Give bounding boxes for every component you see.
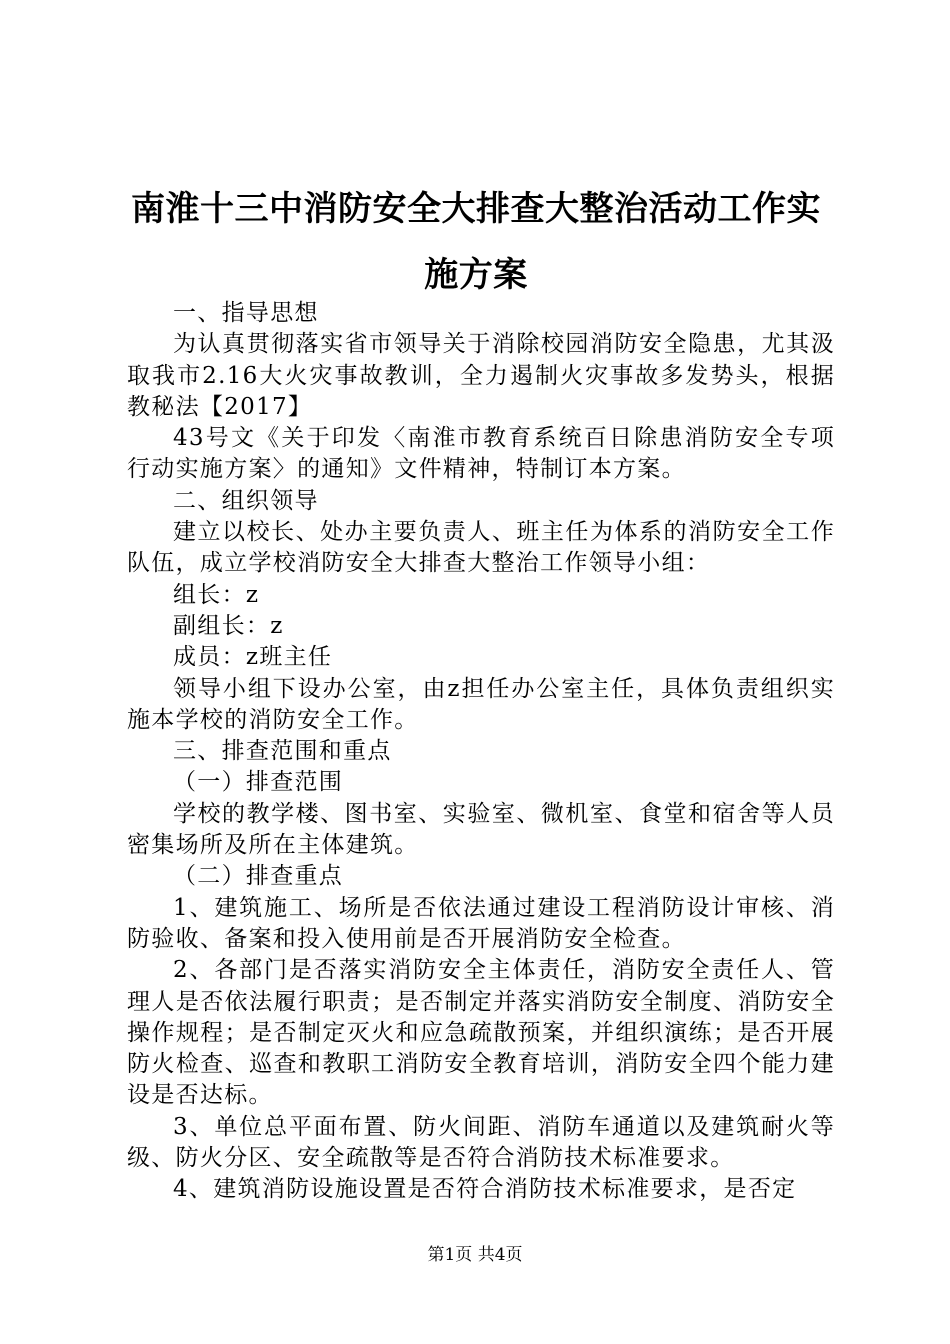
page-footer: 第1页 共4页 xyxy=(427,1245,523,1265)
paragraph: 1、建筑施工、场所是否依法通过建设工程消防设计审核、消防验收、备案和投入使用前是否开展消防安全检查。 xyxy=(127,894,835,952)
paragraph: 建立以校长、处办主要负责人、班主任为体系的消防安全工作队伍，成立学校消防安全大排查大整治工作领导小组： xyxy=(127,519,835,577)
paragraph: 领导小组下设办公室，由z担任办公室主任，具体负责组织实施本学校的消防安全工作。 xyxy=(127,675,835,733)
section-heading: 三、排查范围和重点 xyxy=(173,738,392,765)
paragraph: 组长：z xyxy=(173,581,260,608)
paragraph: 3、单位总平面布置、防火间距、消防车通道以及建筑耐火等级、防火分区、安全疏散等是否符合消防技术标准要求。 xyxy=(127,1113,835,1172)
paragraph: 4、建筑消防设施设置是否符合消防技术标准要求，是否定 xyxy=(173,1176,797,1203)
paragraph: 43号文《关于印发〈南淮市教育系统百日除患消防安全专项行动实施方案〉的通知》文件精神，特制订本方案。 xyxy=(127,425,835,483)
subsection-heading: （二）排查重点 xyxy=(173,863,344,890)
section-heading: 一、指导思想 xyxy=(173,300,319,326)
document-body xyxy=(127,298,835,1206)
subsection-heading: （一）排查范围 xyxy=(173,769,344,796)
section-heading: 二、组织领导 xyxy=(173,487,319,514)
paragraph: 学校的教学楼、图书室、实验室、微机室、食堂和宿舍等人员密集场所及所在主体建筑。 xyxy=(127,800,835,859)
paragraph: 副组长：z xyxy=(173,612,284,639)
paragraph: 为认真贯彻落实省市领导关于消除校园消防安全隐患，尤其汲取我市2.16大火灾事故教训，全力遏制火灾事故多发势头，根据教秘法【2017】 xyxy=(127,331,835,420)
paragraph: 2、各部门是否落实消防安全主体责任，消防安全责任人、管理人是否依法履行职责；是否制定并落实消防安全制度、消防安全操作规程；是否制定灭火和应急疏散预案，并组织演练；是否开展防火检查、巡查和教职工消防安全教育培训，消防安全四个能力建设是否达标。 xyxy=(127,957,835,1109)
document-title: 南淮十三中消防安全大排查大整治活动工作实施方案 xyxy=(131,189,821,295)
paragraph: 成员：z班主任 xyxy=(173,644,333,671)
